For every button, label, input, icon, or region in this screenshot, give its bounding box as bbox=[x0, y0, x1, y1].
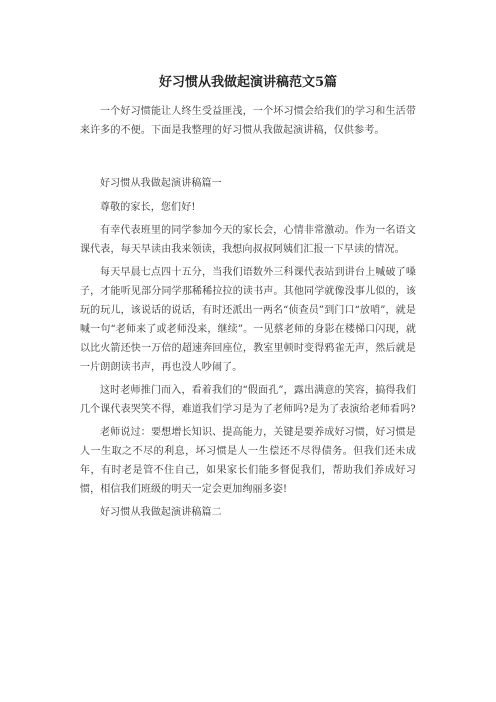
greeting-paragraph: 尊敬的家长，您们好! bbox=[100, 202, 196, 213]
body-paragraph-3: 这时老师推门而入，看着我们的“假面孔”，露出满意的笑容，搞得我们几个课代表哭笑不得，难道我们学习是为了老师吗?是为了表演给老师看吗? bbox=[80, 385, 416, 415]
document-title: 好习惯从我做起演讲稿范文5篇 bbox=[158, 75, 338, 90]
intro-paragraph: 一个好习惯能让人终生受益匪浅，一个坏习惯会给我们的学习和生活带来许多的不便。下面是我整理的好习惯从我做起演讲稿，仅供参考。 bbox=[80, 106, 416, 136]
body-paragraph-4: 老师说过：要想增长知识、提高能力，关键是要养成好习惯，好习惯是人一生取之不尽的利息，坏习惯是人一生偿还不尽得债务。但我们还未成年，有时老是管不住自己，如果家长们能多督促我们，帮助我们养成好习惯，相信我们班级的明天一定会更加绚丽多姿! bbox=[80, 427, 416, 495]
section-heading-1: 好习惯从我做起演讲稿篇一 bbox=[100, 178, 222, 189]
body-paragraph-2: 每天早晨七点四十五分，当我们语数外三科课代表站到讲台上喊破了嗓子，才能听见部分同学那稀稀拉拉的读书声。其他同学就像没事儿似的，该玩的玩儿，该说话的说话，有时还派出一两名“侦查员”到门口“放哨”，就是喊一句“老师来了或老师没来，继续”。一见蔡老师的身影在楼梯口闪现，就以比火箭还快一万倍的超速奔回座位，教室里顿时变得鸦雀无声，然后就是一片朗朗读书声，再也没人吵闹了。 bbox=[80, 267, 416, 373]
section-heading-2: 好习惯从我做起演讲稿篇二 bbox=[100, 507, 222, 518]
body-paragraph-1: 有幸代表班里的同学参加今天的家长会，心情非常激动。作为一名语文课代表，每天早读由我来领读，我想向叔叔阿姨们汇报一下早读的情况。 bbox=[80, 225, 416, 255]
